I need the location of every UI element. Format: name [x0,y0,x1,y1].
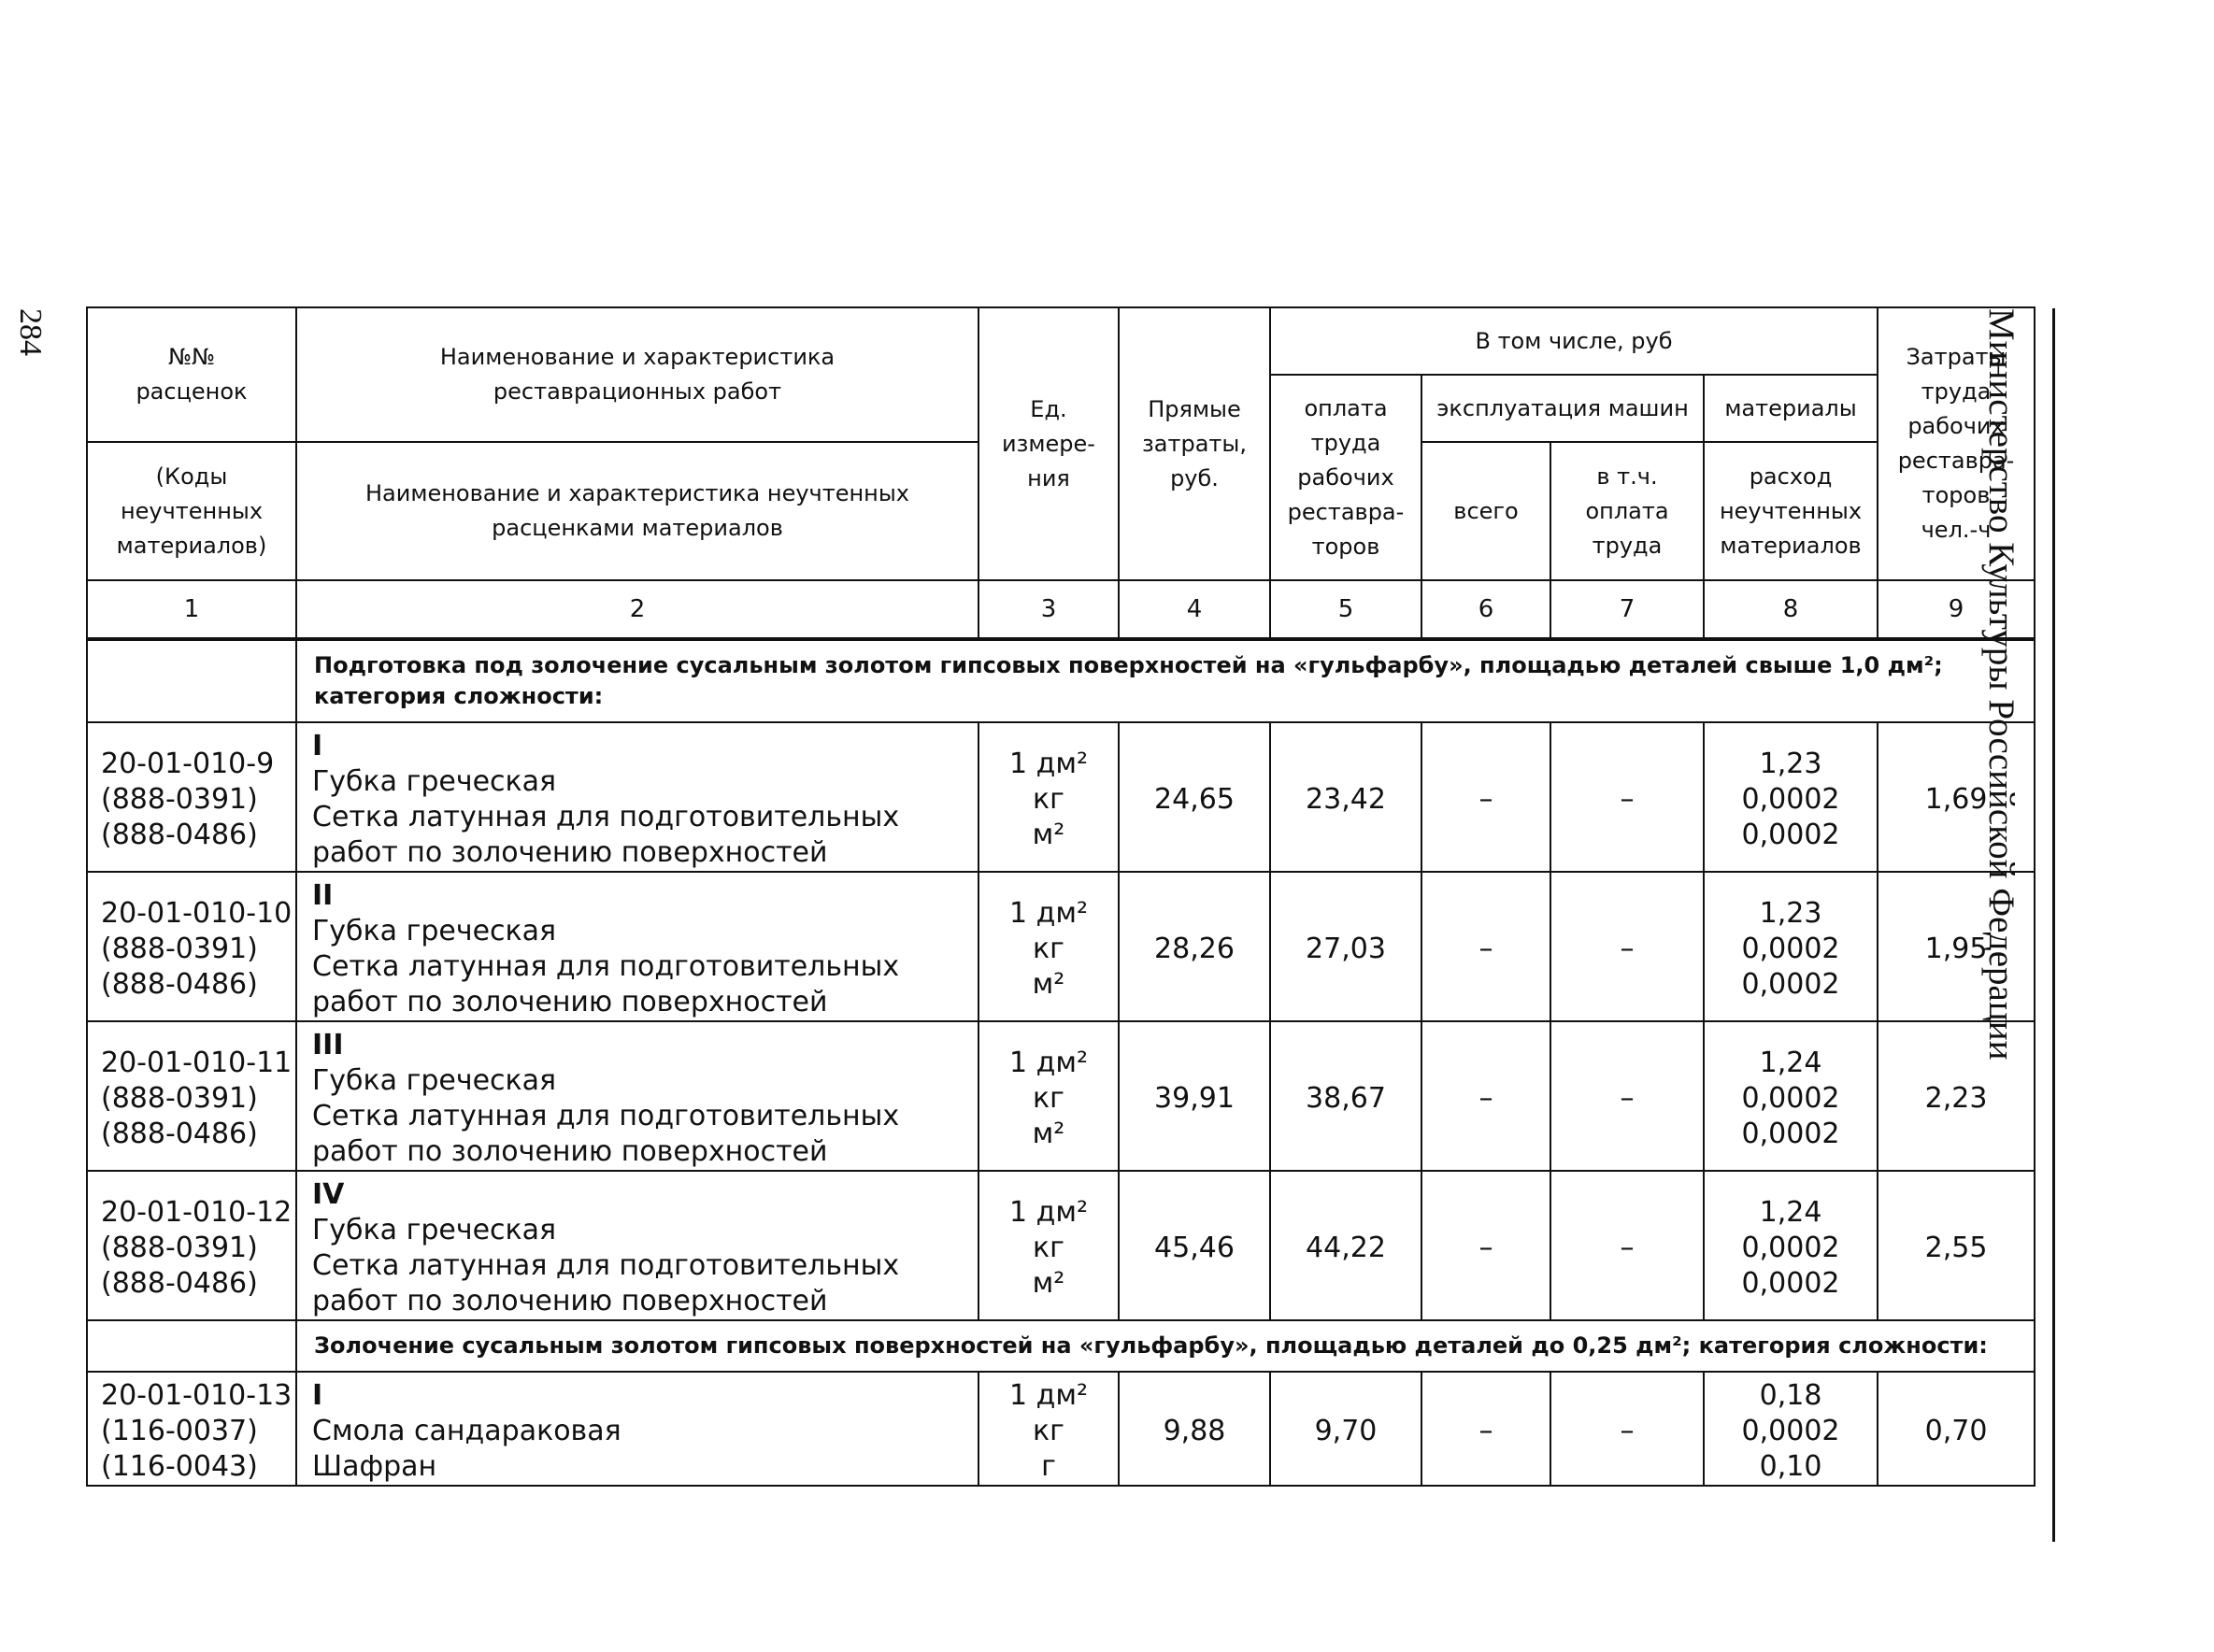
rate-codes-cell [87,1171,296,1320]
materials-consumption-cell [1704,872,1878,1021]
material-consumption-value: 0,0002 [1741,1415,1840,1447]
material-name: Сетка латунная для подготовительных работ по золочению поверхностей [312,950,900,1018]
material-name: Сетка латунная для подготовительных работ по золочению поверхностей [312,1100,900,1168]
unit-cell [978,1372,1119,1486]
header-material-codes: (Коды неучтенных материалов) [87,442,296,580]
unit-value: м² [1032,968,1065,1001]
col-number: 3 [978,580,1119,639]
materials-consumption-cell [1704,1171,1878,1320]
page-number: 284 [13,308,48,356]
unit-value: кг [1033,1415,1064,1447]
machines-total-value: – [1421,722,1550,872]
header-labor-costs: Затраты труда рабочих реставра-торов чел.-ч [1878,307,2035,580]
labor-hours-value: 2,23 [1878,1021,2035,1171]
material-name: Сетка латунная для подготовительных работ по золочению поверхностей [312,1249,900,1317]
machines-labor-value: – [1550,1372,1704,1486]
direct-costs-value: 24,65 [1119,722,1270,872]
material-consumption-value: 0,0002 [1741,1082,1840,1115]
section-title: Золочение сусальным золотом гипсовых поверхностей на «гульфарбу», площадью деталей до 0,25 дм²; категория сложности: [296,1320,2035,1372]
header-rate-numbers: №№ расценок [87,307,296,442]
side-rule [2052,308,2055,1542]
work-description-cell [296,1372,978,1486]
material-name: Смола сандараковая [312,1415,621,1447]
complexity-category: I [312,730,323,762]
machines-total-value: – [1421,1171,1550,1320]
material-name: Сетка латунная для подготовительных работ по золочению поверхностей [312,801,900,869]
header-materials: материалы [1704,375,1878,442]
labor-hours-value: 0,70 [1878,1372,2035,1486]
labor-pay-value: 23,42 [1270,722,1421,872]
work-description-cell [296,872,978,1021]
header-materials-consumption: расход неучтенных материалов [1704,442,1878,580]
header-labor-pay: оплата труда рабочих реставра-торов [1270,375,1421,580]
material-consumption-value: 0,10 [1759,1450,1822,1483]
material-code: (116-0043) [101,1450,258,1483]
material-consumption-value: 0,0002 [1741,1267,1840,1300]
header-unit: Ед. измере-ния [978,307,1119,580]
rate-code: 20-01-010-10 [101,897,293,930]
material-consumption-value: 1,23 [1759,897,1822,930]
rate-code: 20-01-010-11 [101,1047,293,1079]
materials-consumption-cell [1704,722,1878,872]
machines-total-value: – [1421,872,1550,1021]
material-consumption-value: 1,23 [1759,748,1822,780]
rate-codes-cell [87,1372,296,1486]
header-work-name: Наименование и характеристика реставрационных работ [296,307,978,442]
col-number: 7 [1550,580,1704,639]
col-number: 1 [87,580,296,639]
labor-pay-value: 44,22 [1270,1171,1421,1320]
material-name: Губка греческая [312,765,557,798]
unit-value: кг [1033,933,1064,965]
rate-code: 20-01-010-13 [101,1379,293,1412]
complexity-category: I [312,1379,323,1412]
material-code: (888-0486) [101,1267,258,1300]
col-number: 9 [1878,580,2035,639]
material-consumption-value: 0,0002 [1741,783,1840,816]
work-description-cell [296,1171,978,1320]
table-row [87,1021,2035,1171]
machines-labor-value: – [1550,872,1704,1021]
material-consumption-value: 1,24 [1759,1047,1822,1079]
rates-table [86,306,2035,1487]
section-row [87,639,2035,722]
material-code: (888-0391) [101,1232,258,1264]
header-machines: эксплуатация машин [1421,375,1704,442]
rate-code: 20-01-010-9 [101,748,275,780]
table-row [87,872,2035,1021]
table-row [87,722,2035,872]
material-name: Губка греческая [312,915,557,947]
header-material-names: Наименование и характеристика неучтенных расценками материалов [296,442,978,580]
material-name: Губка греческая [312,1064,557,1097]
rate-codes-cell [87,1021,296,1171]
rate-codes-cell [87,872,296,1021]
unit-value: 1 дм² [1008,1196,1089,1229]
section-empty-cell [87,639,296,722]
col-number: 8 [1704,580,1878,639]
labor-pay-value: 27,03 [1270,872,1421,1021]
complexity-category: II [312,879,334,912]
unit-value: кг [1033,1082,1064,1115]
work-description-cell [296,1021,978,1171]
material-consumption-value: 0,0002 [1741,933,1840,965]
col-number: 4 [1119,580,1270,639]
material-consumption-value: 1,24 [1759,1196,1822,1229]
section-row [87,1320,2035,1372]
material-code: (888-0391) [101,783,258,816]
material-code: (888-0486) [101,968,258,1001]
labor-pay-value: 9,70 [1270,1372,1421,1486]
unit-value: 1 дм² [1008,1047,1089,1079]
material-name: Шафран [312,1450,437,1483]
direct-costs-value: 28,26 [1119,872,1270,1021]
machines-labor-value: – [1550,722,1704,872]
header-machines-labor: в т.ч. оплата труда [1550,442,1704,580]
material-consumption-value: 0,0002 [1741,819,1840,851]
unit-value: кг [1033,783,1064,816]
complexity-category: IV [312,1178,345,1211]
unit-cell [978,722,1119,872]
machines-labor-value: – [1550,1021,1704,1171]
material-name: Губка греческая [312,1214,557,1246]
material-code: (888-0391) [101,1082,258,1115]
unit-value: м² [1032,1267,1065,1300]
labor-pay-value: 38,67 [1270,1021,1421,1171]
machines-total-value: – [1421,1372,1550,1486]
table-row [87,1171,2035,1320]
unit-value: м² [1032,819,1065,851]
material-code: (116-0037) [101,1415,258,1447]
col-number: 2 [296,580,978,639]
unit-cell [978,872,1119,1021]
unit-cell [978,1021,1119,1171]
ministry-side-title: Министерство Культуры Российской Федерации [1981,308,2021,1061]
rate-codes-cell [87,722,296,872]
material-consumption-value: 0,0002 [1741,1118,1840,1150]
direct-costs-value: 39,91 [1119,1021,1270,1171]
unit-value: 1 дм² [1008,1379,1089,1412]
material-consumption-value: 0,0002 [1741,968,1840,1001]
unit-value: м² [1032,1118,1065,1150]
labor-hours-value: 2,55 [1878,1171,2035,1320]
materials-consumption-cell [1704,1021,1878,1171]
section-title: Подготовка под золочение сусальным золотом гипсовых поверхностей на «гульфарбу», площадью деталей свыше 1,0 дм²; категория сложности: [296,639,2035,722]
material-consumption-value: 0,18 [1759,1379,1822,1412]
material-consumption-value: 0,0002 [1741,1232,1840,1264]
direct-costs-value: 45,46 [1119,1171,1270,1320]
material-code: (888-0486) [101,819,258,851]
labor-hours-value: 1,95 [1878,872,2035,1021]
unit-cell [978,1171,1119,1320]
header-machines-total: всего [1421,442,1550,580]
unit-value: кг [1033,1232,1064,1264]
unit-value: 1 дм² [1008,897,1089,930]
labor-hours-value: 1,69 [1878,722,2035,872]
unit-value: 1 дм² [1008,748,1089,780]
material-code: (888-0391) [101,933,258,965]
work-description-cell [296,722,978,872]
rate-code: 20-01-010-12 [101,1196,293,1229]
machines-labor-value: – [1550,1171,1704,1320]
complexity-category: III [312,1029,344,1061]
section-empty-cell [87,1320,296,1372]
materials-consumption-cell [1704,1372,1878,1486]
col-number: 6 [1421,580,1550,639]
material-code: (888-0486) [101,1118,258,1150]
col-number: 5 [1270,580,1421,639]
table-row [87,1372,2035,1486]
header-direct-costs: Прямые затраты, руб. [1119,307,1270,580]
direct-costs-value: 9,88 [1119,1372,1270,1486]
machines-total-value: – [1421,1021,1550,1171]
unit-value: г [1041,1450,1056,1483]
header-including: В том числе, руб [1270,307,1878,375]
